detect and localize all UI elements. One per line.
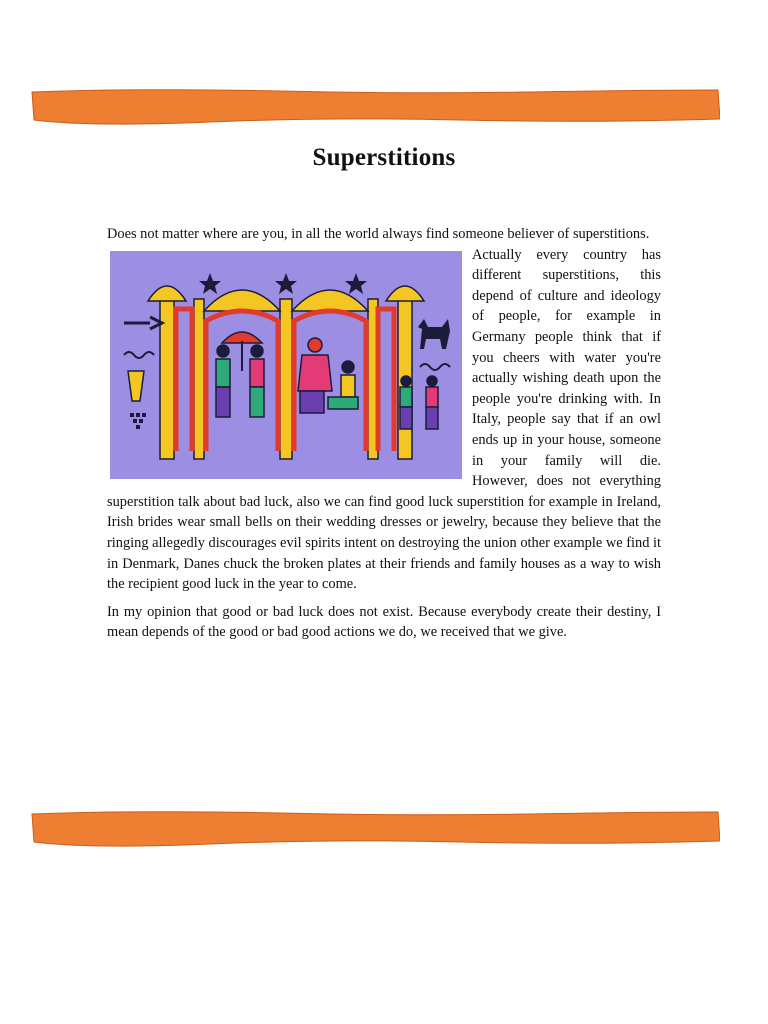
page-title: Superstitions: [312, 144, 456, 171]
orange-banner-top: [30, 86, 720, 126]
intro-paragraph: Does not matter where are you, in all the world always find someone believer of superstitions.: [107, 226, 650, 242]
main-paragraph: Actually every country has different superstitions, this depend of culture and ideology of people, for example in Germany people think that if you cheers with water you're actually wishing death upon the people you're drinking with. In Italy, people say that if an owl ends up in your house, someone in your family will die. However, does not everything superstition talk about bad luck, also we can find good luck superstition for example in Ireland, Irish brides wear small bells on their wedding dresses or jewelry, because they believe that the ringing allegedly discourages evil spirits intent on destroying the union other example we find it in Denmark, Danes chuck the broken plates at their friends and family houses as a way to wish the recipient good luck in the year to come.: [107, 246, 661, 593]
article-body: [107, 224, 661, 643]
orange-banner-bottom: [30, 808, 720, 848]
opinion-paragraph: In my opinion that good or bad luck does not exist. Because everybody create their destiny, I mean depends of the good or bad good actions we do, we received that we give.: [107, 603, 661, 641]
folk-art-illustration-icon: [110, 251, 462, 479]
